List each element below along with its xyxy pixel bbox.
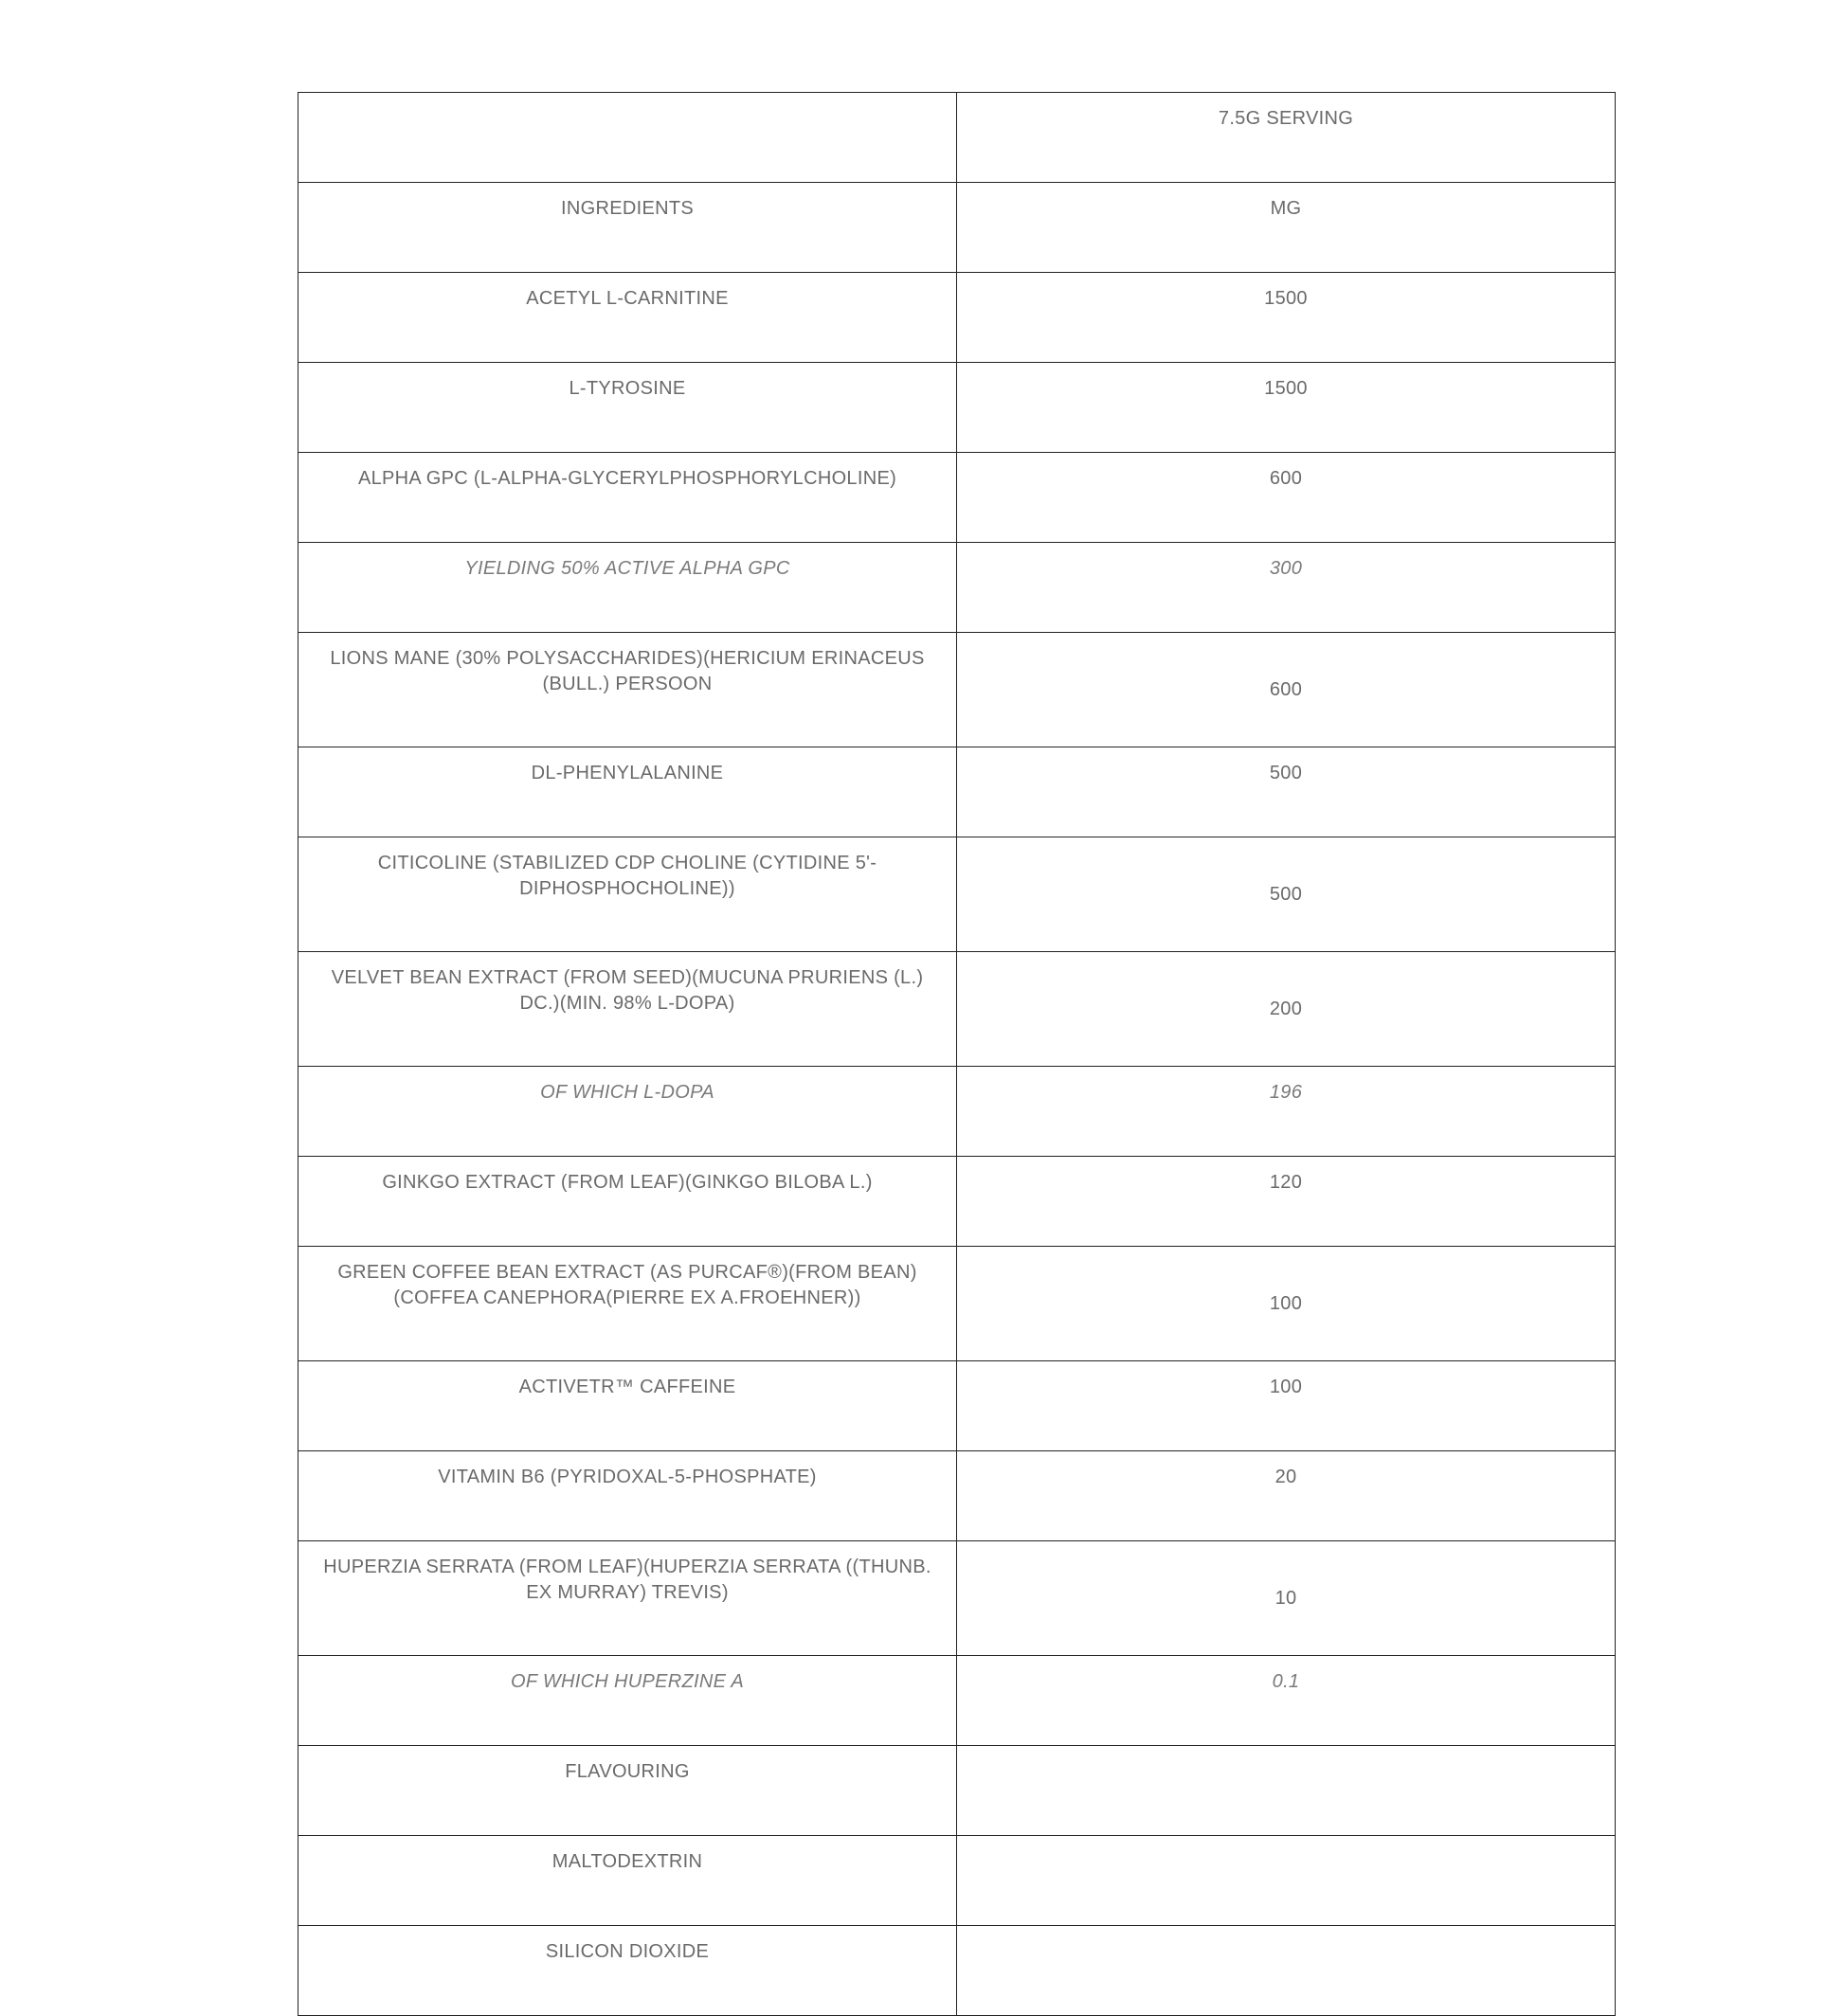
- table-row: [298, 1656, 1616, 1746]
- ingredient-name-cell: FLAVOURING: [298, 1746, 957, 1836]
- table-row: [298, 1067, 1616, 1157]
- table-row: [298, 543, 1616, 633]
- ingredient-name-cell: CITICOLINE (STABILIZED CDP CHOLINE (CYTIDINE 5'-DIPHOSPHOCHOLINE)): [298, 837, 957, 952]
- ingredient-name-cell: ACETYL L-CARNITINE: [298, 273, 957, 363]
- ingredient-name-cell: VITAMIN B6 (PYRIDOXAL-5-PHOSPHATE): [298, 1451, 957, 1541]
- table-row: [298, 1746, 1616, 1836]
- ingredient-name-cell: MALTODEXTRIN: [298, 1836, 957, 1926]
- table-row: [298, 837, 1616, 952]
- ingredient-mg-cell: [957, 1836, 1616, 1926]
- table-row: [298, 1541, 1616, 1656]
- ingredient-mg-cell: [957, 1926, 1616, 2016]
- table-row: [298, 453, 1616, 543]
- ingredient-mg-cell: 0.1: [957, 1656, 1616, 1746]
- ingredient-name-cell: VELVET BEAN EXTRACT (FROM SEED)(MUCUNA PRURIENS (L.) DC.)(MIN. 98% L-DOPA): [298, 952, 957, 1067]
- ingredient-name-cell: SILICON DIOXIDE: [298, 1926, 957, 2016]
- table-row: [298, 1926, 1616, 2016]
- ingredient-mg-cell: 20: [957, 1451, 1616, 1541]
- ingredient-mg-cell: 600: [957, 633, 1616, 747]
- ingredient-name-cell: OF WHICH L-DOPA: [298, 1067, 957, 1157]
- ingredient-mg-cell: 500: [957, 837, 1616, 952]
- table-row: [298, 273, 1616, 363]
- ingredient-name-cell: L-TYROSINE: [298, 363, 957, 453]
- ingredient-mg-cell: 300: [957, 543, 1616, 633]
- ingredient-name-cell: OF WHICH HUPERZINE A: [298, 1656, 957, 1746]
- ingredient-mg-cell: 120: [957, 1157, 1616, 1247]
- ingredient-mg-cell: 500: [957, 747, 1616, 837]
- ingredient-mg-cell: 1500: [957, 363, 1616, 453]
- table-row: [298, 363, 1616, 453]
- ingredient-name-cell: LIONS MANE (30% POLYSACCHARIDES)(HERICIUM ERINACEUS (BULL.) PERSOON: [298, 633, 957, 747]
- ingredient-mg-cell: [957, 1746, 1616, 1836]
- table-row: [298, 1247, 1616, 1361]
- ingredient-mg-cell: 10: [957, 1541, 1616, 1656]
- ingredient-mg-cell: 1500: [957, 273, 1616, 363]
- table-row: [298, 747, 1616, 837]
- ingredient-mg-cell: MG: [957, 183, 1616, 273]
- ingredient-mg-cell: 200: [957, 952, 1616, 1067]
- ingredient-name-cell: HUPERZIA SERRATA (FROM LEAF)(HUPERZIA SERRATA ((THUNB. EX MURRAY) TREVIS): [298, 1541, 957, 1656]
- table-row: [298, 952, 1616, 1067]
- table-row: [298, 1451, 1616, 1541]
- table-row: [298, 1157, 1616, 1247]
- header-name-cell: [298, 93, 957, 183]
- ingredient-mg-cell: 600: [957, 453, 1616, 543]
- ingredient-mg-cell: 100: [957, 1361, 1616, 1451]
- ingredient-name-cell: GINKGO EXTRACT (FROM LEAF)(GINKGO BILOBA L.): [298, 1157, 957, 1247]
- ingredient-name-cell: ALPHA GPC (L-ALPHA-GLYCERYLPHOSPHORYLCHOLINE): [298, 453, 957, 543]
- table-row: [298, 633, 1616, 747]
- table-row: [298, 1836, 1616, 1926]
- ingredient-name-cell: DL-PHENYLALANINE: [298, 747, 957, 837]
- ingredients-table: [298, 92, 1616, 2016]
- ingredient-name-cell: GREEN COFFEE BEAN EXTRACT (AS PURCAF®)(FROM BEAN)(COFFEA CANEPHORA(PIERRE EX A.FROEHNER)): [298, 1247, 957, 1361]
- table-row: [298, 183, 1616, 273]
- table-row: [298, 1361, 1616, 1451]
- ingredient-name-cell: ACTIVETR™ CAFFEINE: [298, 1361, 957, 1451]
- ingredient-mg-cell: 100: [957, 1247, 1616, 1361]
- ingredient-name-cell: YIELDING 50% ACTIVE ALPHA GPC: [298, 543, 957, 633]
- ingredient-name-cell: INGREDIENTS: [298, 183, 957, 273]
- ingredients-table-container: [298, 92, 1561, 2016]
- ingredient-mg-cell: 196: [957, 1067, 1616, 1157]
- header-serving-cell: 7.5G SERVING: [957, 93, 1616, 183]
- table-header-row: [298, 93, 1616, 183]
